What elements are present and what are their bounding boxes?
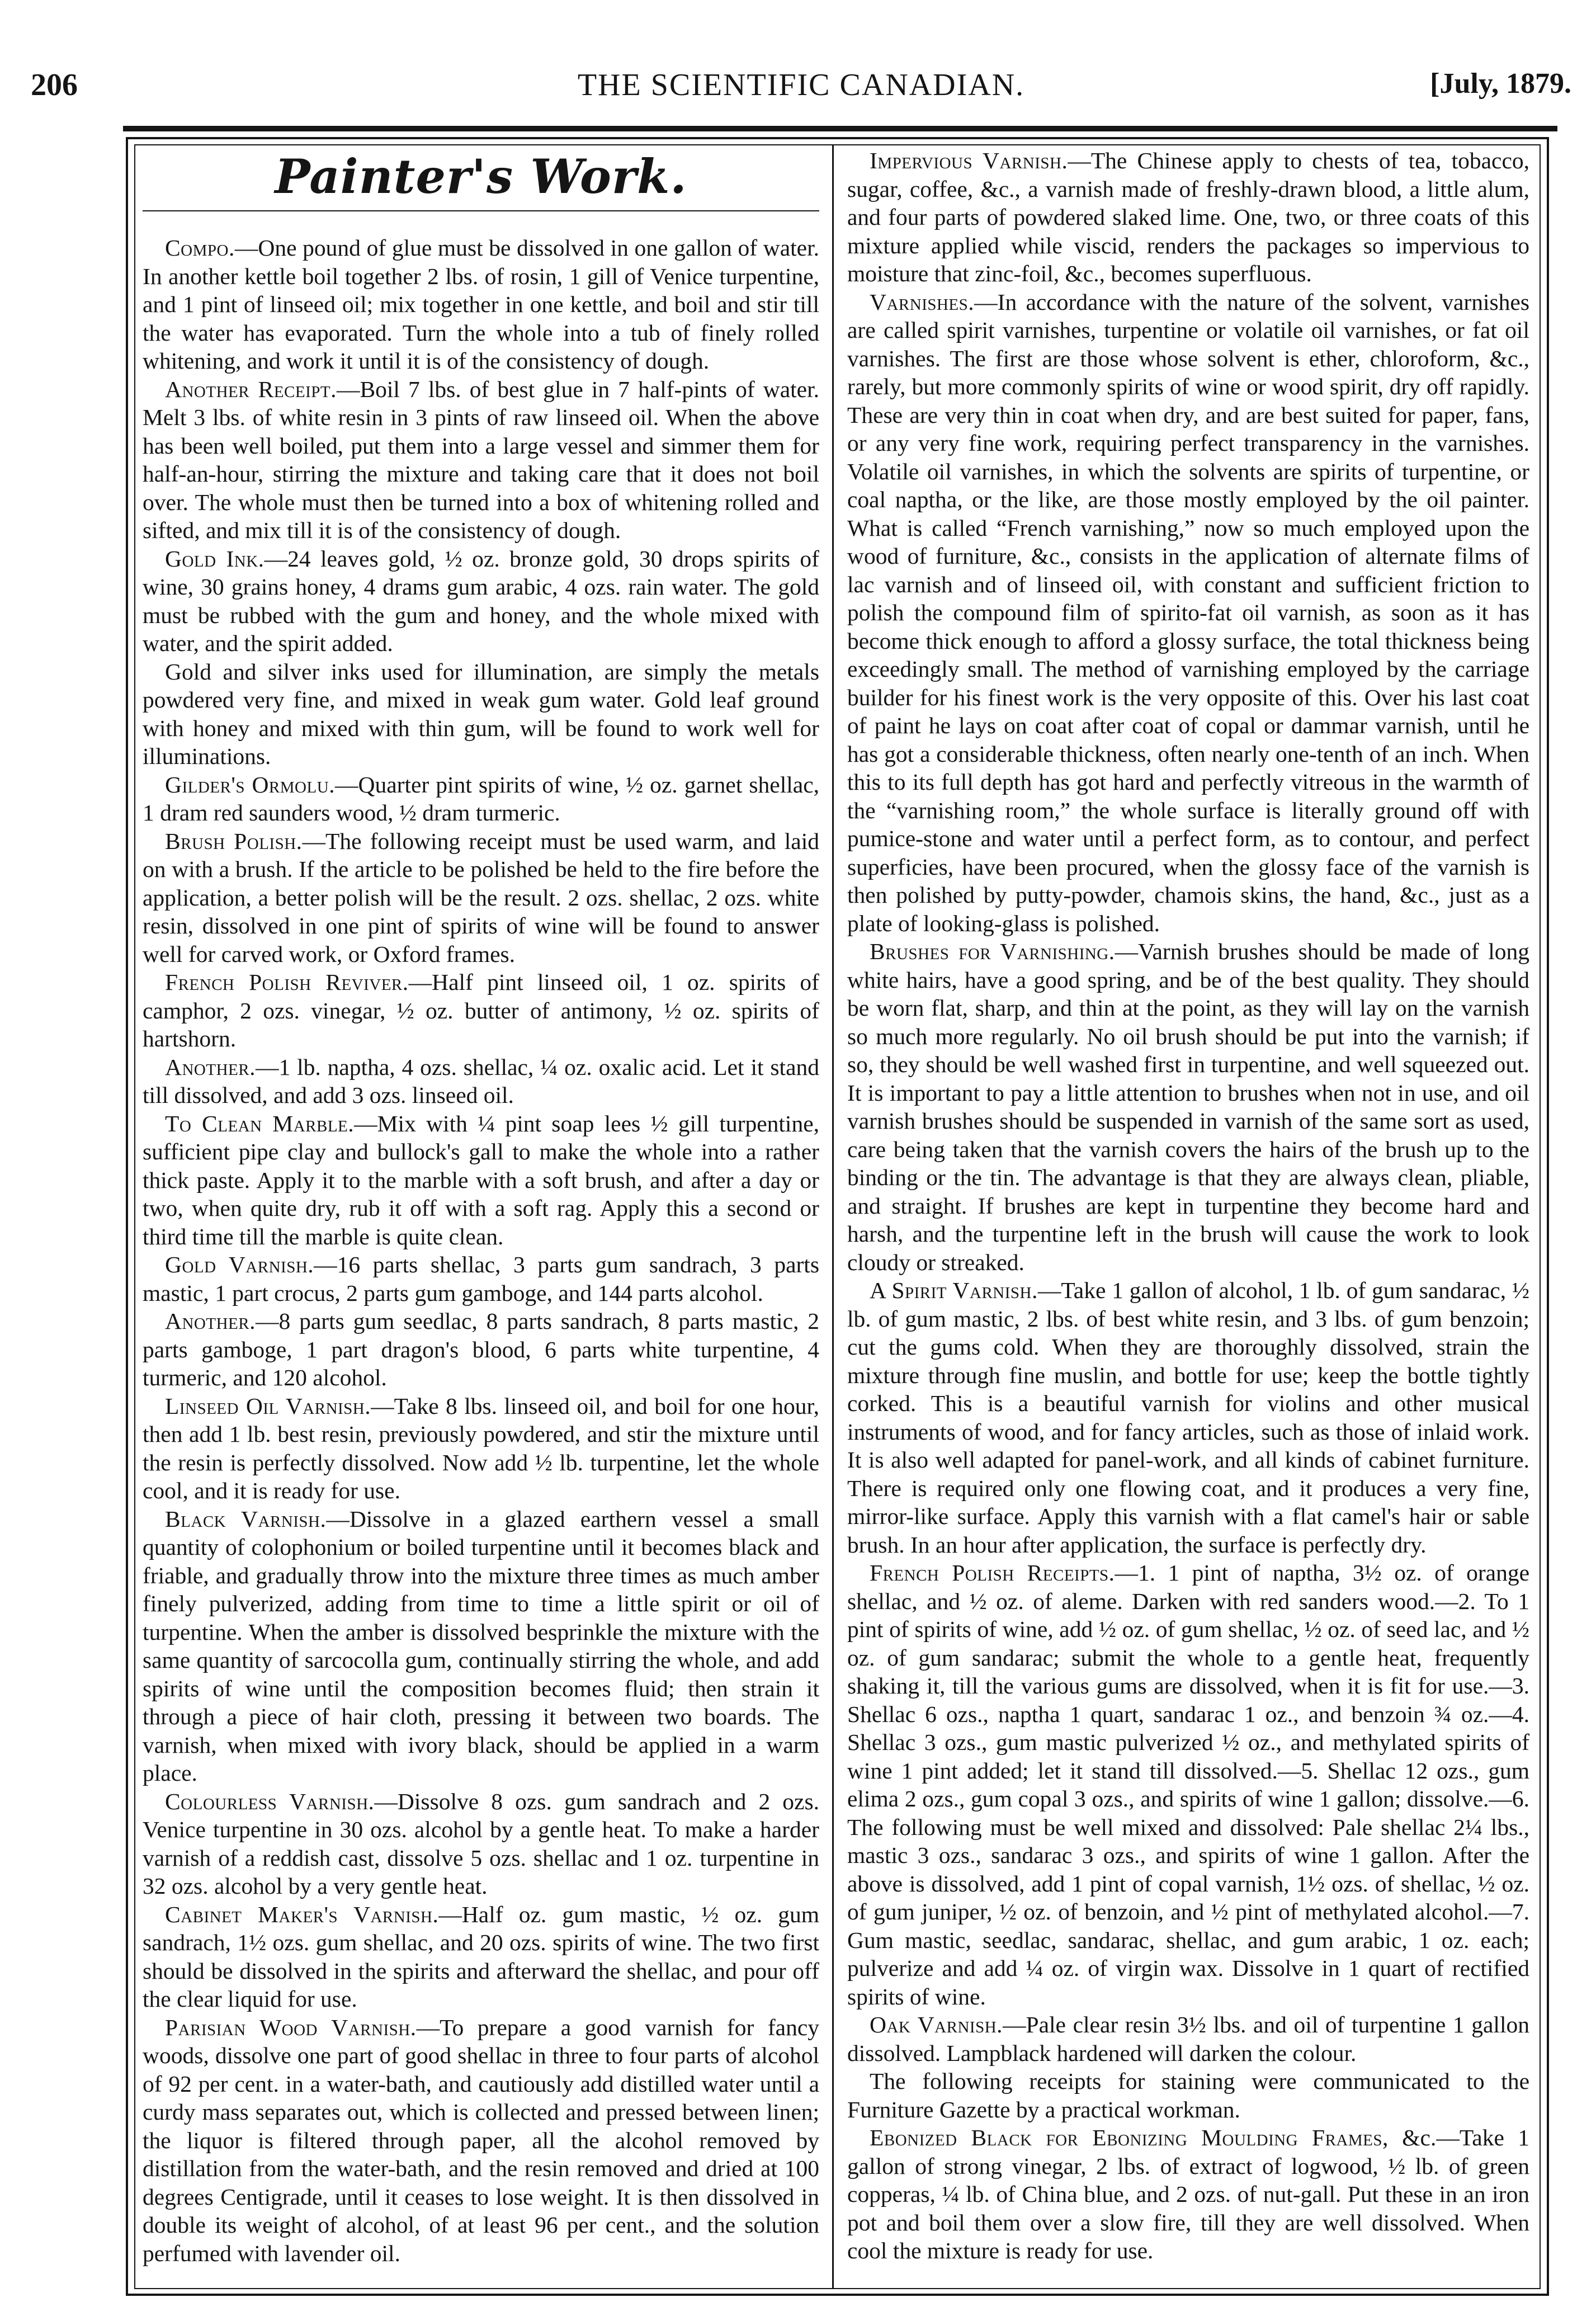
paragraph — [847, 1276, 1529, 1559]
left-column — [143, 140, 819, 2282]
paragraph-text: —Quarter pint spirits of wine, ½ oz. garnet shellac, 1 dram red saunders wood, ½ dram turmeric. — [143, 771, 819, 825]
paragraph — [143, 545, 819, 658]
paragraph-text: —Half oz. gum mastic, ½ oz. gum sandrach, 1½ ozs. gum shellac, and 20 ozs. spirits of wine. The two first should be dissolved in the spirits and afterward the shellac, and pour off the clear liquid for use. — [143, 1901, 820, 2012]
paragraph-text: —1. 1 pint of naptha, 3½ oz. of orange shellac, and ½ oz. of aleme. Darken with red sanders wood.—2. To 1 pint of spirits of wine, add ½ oz. of gum shellac, ½ oz. of seed lac, and ½ oz. of gum sandarac; submit the whole to a gentle heat, frequently shaking it, till the various gums are dissolved, when it is fit for use.—3. Shellac 6 ozs., naptha 1 quart, sandarac 1 oz., and benzoin ¾ oz.—4. Shellac 3 ozs., gum mastic pulverized ½ oz., and methylated spirits of wine 1 pint added; let it stand till dissolved.—5. Shellac 12 ozs., gum elima 2 ozs., gum copal 3 ozs., and spirits of wine 1 gallon; dissolve.—6. The following must be well mixed and dissolved: Pale shellac 2¼ lbs., mastic 3 ozs., sandarac 3 ozs., and spirits of wine 1 gallon. After the above is dissolved, add 1 pint of copal varnish, 1½ ozs. of shellac, ½ oz. of gum juniper, ½ oz. of benzoin, and ½ pint of methylated alcohol.—7. Gum mastic, seedlac, sandarac, shellac, and gum arabic, 1 oz. each; pulverize and add ¼ oz. of virgin wax. Dissolve in 1 quart of rectified spirits of wine. — [847, 1560, 1529, 2009]
paragraph — [847, 937, 1529, 1276]
header-rule — [123, 126, 1557, 131]
paragraph-heading: Another. — [165, 1054, 256, 1080]
paragraph — [143, 658, 819, 771]
paragraph-heading: French Polish Receipts. — [870, 1560, 1115, 1586]
paragraph-heading: Another. — [165, 1308, 256, 1334]
paragraph-heading: Ebonized Black for Ebonizing Moulding Frames, — [870, 2125, 1389, 2150]
paragraph-text: —In accordance with the nature of the solvent, varnishes are called spirit varnishes, turpentine or volatile oil varnishes, or fat oil varnishes. The first are those whose solvent is ether, chloroform, &c., rarely, but more commonly spirits of wine or wood spirit, dry off rapidly. These are very thin in coat when dry, and are best suited for paper, fans, or any very fine work, requiring perfect transparency in the varnishes. Volatile oil varnishes, in which the solvents are spirits of turpentine, or coal naptha, or the like, are those mostly employed by the oil painter. What is called “French varnishing,” now so much employed upon the wood of furniture, &c., consists in the application of alternate films of lac varnish and of linseed oil, with constant and sufficient friction to polish the compound film of spirito-fat oil varnish, as soon as it has become thick enough to afford a glossy surface, the total thickness being exceedingly small. The method of varnishing employed by the carriage builder for his finest work is the very opposite of this. Over his last coat of paint he lays on coat after coat of copal or dammar varnish, until he has got a considerable thickness, often nearly one-tenth of an inch. When this to its full depth has got hard and perfectly vitreous in the warmth of the “varnishing room,” the whole surface is literally ground off with pumice-stone and water until a perfect form, as to contour, and perfect superficies, have been procured, when the glossy face of the varnish is then polished by putty-powder, chamois skins, the hand, &c., just as a plate of looking-glass is polished. — [847, 289, 1529, 936]
paragraph — [143, 1505, 819, 1787]
right-column — [847, 147, 1529, 2282]
paragraph — [847, 2067, 1529, 2124]
paragraph-text: —Take 1 gallon of alcohol, 1 lb. of gum sandarac, ½ lb. of gum mastic, 2 lbs. of best white resin, and 3 lbs. of gum benzoin; cut the gums cold. When they are thoroughly dissolved, strain the mixture through fine muslin, and bottle for use; keep the bottle tightly corked. This is a beautiful varnish for violins and other musical instruments of wood, and for fancy articles, such as those of inlaid work. It is also well adapted for panel-work, and all kinds of cabinet furniture. There is required only one flowing coat, and it produces a very fine, mirror-like surface. Apply this varnish with a flat camel's hair or sable brush. In an hour after application, the surface is perfectly dry. — [847, 1277, 1529, 1558]
section-title-rule — [143, 210, 819, 211]
paragraph — [143, 234, 819, 375]
paragraph — [143, 827, 819, 969]
paragraph-heading: Varnishes. — [870, 289, 975, 315]
paragraph-text: —24 leaves gold, ½ oz. bronze gold, 30 drops spirits of wine, 30 grains honey, 4 drams gum arabic, 4 ozs. rain water. The gold must be rubbed with the gum and honey, and the whole mixed with water, and the spirit added. — [143, 545, 819, 656]
paragraph-heading: Gilder's Ormolu. — [165, 771, 336, 798]
paragraph-text: The following receipts for staining were communicated to the Furniture Gazette by a practical workman. — [847, 2068, 1529, 2122]
paragraph-heading: To Clean Marble. — [165, 1110, 355, 1136]
paragraph — [847, 2124, 1529, 2265]
paragraph-heading: Black Varnish. — [165, 1506, 327, 1532]
page-number: 206 — [31, 68, 78, 102]
paragraph-text: —Take 8 lbs. linseed oil, and boil for one hour, then add 1 lb. best resin, previously powdered, and stir the mixture until the resin is perfectly dissolved. Now add ½ lb. turpentine, let the whole cool, and it is ready for use. — [143, 1393, 820, 1503]
paragraph — [143, 1787, 819, 1900]
paragraph — [143, 1307, 819, 1392]
paragraph — [847, 147, 1529, 288]
paragraph-text: —8 parts gum seedlac, 8 parts sandrach, 8 parts mastic, 2 parts gamboge, 1 part dragon's blood, 6 parts white turpentine, 4 turmeric, and 120 alcohol. — [143, 1308, 819, 1390]
section-title: Painter's Work. — [275, 149, 687, 204]
paragraph — [847, 2011, 1529, 2067]
column-divider — [832, 144, 834, 2289]
paragraph — [143, 968, 819, 1053]
paragraph — [143, 2013, 819, 2268]
paragraph-heading: French Polish Reviver. — [165, 969, 409, 995]
paragraph-heading: Gold Varnish. — [165, 1252, 314, 1277]
paragraph-heading: Linseed Oil Varnish. — [165, 1393, 371, 1419]
page-header — [31, 62, 1571, 112]
paragraph-heading: Gold Ink. — [165, 545, 265, 572]
paragraph-text: —Pale clear resin 3½ lbs. and oil of turpentine 1 gallon dissolved. Lampblack hardened will darken the colour. — [847, 2012, 1529, 2066]
paragraph-text: —Mix with ¼ pint soap lees ½ gill turpentine, sufficient pipe clay and bullock's gall to make the whole into a rather thick paste. Apply it to the marble with a soft brush, and after a day or two, when quite dry, rub it off with a soft rag. Apply this a second or third time till the marble is quite clean. — [143, 1110, 820, 1249]
paragraph-text: Gold and silver inks used for illumination, are simply the metals powdered very fine, and mixed in weak gum water. Gold leaf ground with honey and mixed with thin gum, will be found to work well for illuminations. — [143, 658, 819, 769]
paragraph — [143, 771, 819, 827]
paragraph — [847, 1559, 1529, 2011]
paragraph-text: —Boil 7 lbs. of best glue in 7 half-pints of water. Melt 3 lbs. of white resin in 3 pints of raw linseed oil. When the above has been well boiled, put them into a large vessel and simmer them for half-an-hour, stirring the mixture and taking care that it does not boil over. The whole must then be turned into a box of whitening rolled and sifted, and mix till it is of the consistency of dough. — [143, 376, 819, 543]
paragraph-text: —One pound of glue must be dissolved in one gallon of water. In another kettle boil together 2 lbs. of rosin, 1 gill of Venice turpentine, and 1 pint of linseed oil; mix together in one kettle, and boil and stir till the water has evaporated. Turn the whole into a tub of finely rolled whitening, and work it until it is of the consistency of dough. — [143, 235, 819, 374]
issue-date: [July, 1879. — [1430, 68, 1571, 100]
paragraph-heading: Brush Polish. — [165, 828, 303, 854]
paragraph-heading: Brushes for Varnishing. — [870, 938, 1115, 964]
paragraph — [143, 1053, 819, 1110]
paragraph-text: —Varnish brushes should be made of long white hairs, have a good spring, and be of the best quality. They should be worn flat, sharp, and thin at the point, as they will lay on the varnish so much more regularly. No oil brush should be put into the varnish; if so, they should be well washed first in turpentine, and well squeezed out. It is important to pay a little attention to brushes when not in use, and oil varnish brushes should be suspended in varnish of the same sort as used, care being taken that the varnish covers the hairs of the brush up to the binding or the tin. The advantage is that they are always clean, pliable, and straight. If brushes are kept in turpentine they become hard and harsh, and the turpentine left in the brush will cause the work to look cloudy or streaked. — [847, 938, 1530, 1275]
paragraph-text: —To prepare a good varnish for fancy woods, dissolve one part of good shellac in three to four parts of alcohol of 92 per cent. in a water-bath, and cautiously add distilled water until a curdy mass separates out, which is collected and pressed between linen; the liquor is filtered through paper, all the alcohol removed by distillation from the water-bath, and the resin removed and dried at 100 degrees Centigrade, until it ceases to lose weight. It is then dissolved in double its weight of alcohol, of at least 96 per cent., and the solution perfumed with lavender oil. — [143, 2014, 819, 2266]
paragraph-heading: Impervious Varnish. — [870, 148, 1068, 173]
paragraph-heading: Cabinet Maker's Varnish. — [165, 1901, 439, 1927]
paragraph-text: —1 lb. naptha, 4 ozs. shellac, ¼ oz. oxalic acid. Let it stand till dissolved, and add 3 ozs. linseed oil. — [143, 1054, 819, 1108]
paragraph-heading: A Spirit Varnish. — [870, 1277, 1038, 1303]
paragraph — [143, 1392, 819, 1505]
paragraph — [143, 1251, 819, 1307]
paragraph-text: —Half pint linseed oil, 1 oz. spirits of camphor, 2 ozs. vinegar, ½ oz. butter of antimony, ½ oz. spirits of hartshorn. — [143, 969, 820, 1051]
paragraph — [143, 375, 819, 545]
paragraph-text: —The Chinese apply to chests of tea, tobacco, sugar, coffee, &c., a varnish made of freshly-drawn blood, a little alum, and four parts of powdered slaked lime. One, two, or three coats of this mixture applied while viscid, renders the packages so impervious to moisture that zinc-foil, &c., becomes superfluous. — [847, 148, 1529, 286]
paragraph-text: —16 parts shellac, 3 parts gum sandrach, 3 parts mastic, 1 part crocus, 2 parts gum gamboge, and 144 parts alcohol. — [143, 1252, 819, 1306]
paragraph — [143, 1900, 819, 2013]
paragraph-heading: Another Receipt. — [165, 376, 337, 402]
paragraph-heading: Compo. — [165, 235, 235, 261]
paragraph-text: —Dissolve in a glazed earthern vessel a small quantity of colophonium or boiled turpentine until it becomes black and friable, and gradually throw into the mixture three times as much amber finely pulverized, adding from time to time a little spirit or oil of turpentine. When the amber is dissolved besprinkle the mixture with the same quantity of sarcocolla gum, continually stirring the whole, and add spirits of wine until the composition becomes fluid; then strain it through a piece of hair cloth, pressing it between two boards. The varnish, when mixed with ivory black, should be applied in a warm place. — [143, 1506, 819, 1786]
paragraph-text: &c.—Take 1 gallon of strong vinegar, 2 lbs. of extract of logwood, ½ lb. of green copperas, ¼ lb. of China blue, and 2 ozs. of nut-gall. Put these in an iron pot and boil them over a slow fire, till they are well dissolved. When cool the mixture is ready for use. — [847, 2125, 1529, 2263]
paragraph-text: —The following receipt must be used warm, and laid on with a brush. If the article to be polished be held to the fire before the application, a better polish will be the result. 2 ozs. shellac, 2 ozs. white resin, dissolved in one pint of spirits of wine will be found to answer well for carved work, or Oxford frames. — [143, 828, 819, 967]
paragraph-heading: Oak Varnish. — [870, 2012, 1003, 2037]
paragraph-text: —Dissolve 8 ozs. gum sandrach and 2 ozs. Venice turpentine in 30 ozs. alcohol by a gentle heat. To make a harder varnish of a reddish cast, dissolve 5 ozs. shellac and 1 oz. turpentine in 32 ozs. alcohol by a very gentle heat. — [143, 1788, 819, 1899]
paragraph-heading: Colourless Varnish. — [165, 1788, 375, 1814]
paragraph — [143, 1110, 819, 1251]
publication-title: THE SCIENTIFIC CANADIAN. — [577, 68, 1025, 102]
paragraph — [847, 288, 1529, 938]
paragraph-heading: Parisian Wood Varnish. — [165, 2014, 417, 2040]
